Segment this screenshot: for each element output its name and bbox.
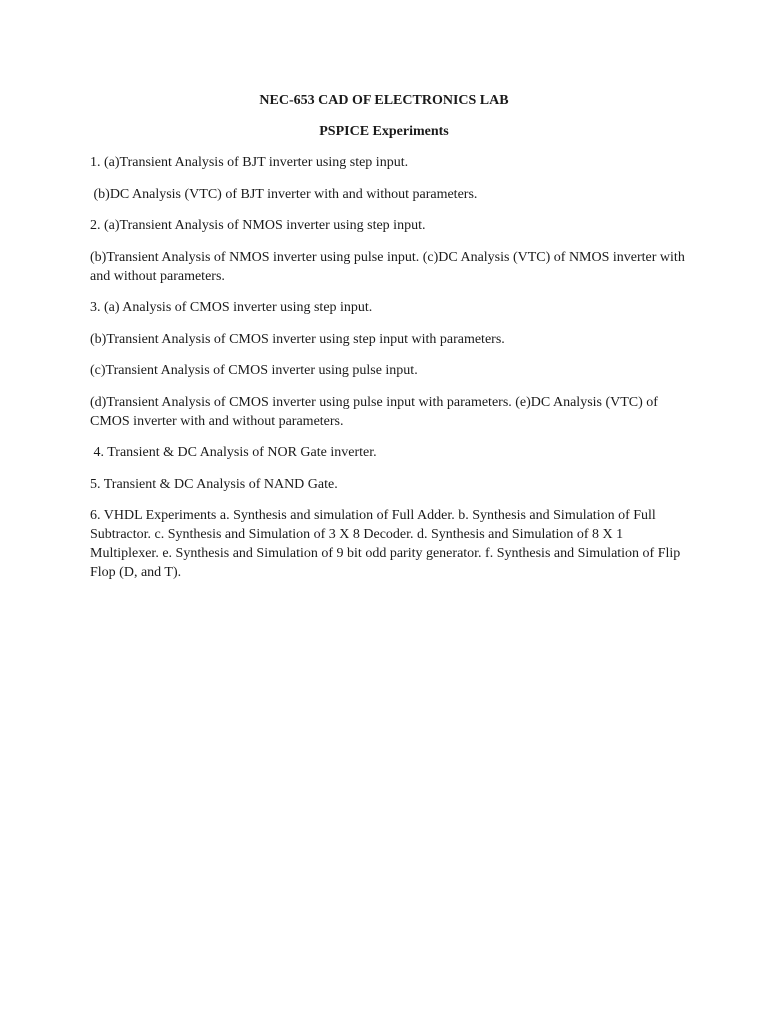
experiment-paragraph: 3. (a) Analysis of CMOS inverter using step input. — [90, 300, 373, 315]
experiment-paragraph: 5. Transient & DC Analysis of NAND Gate. — [90, 476, 338, 492]
experiment-list — [90, 153, 689, 595]
experiment-paragraph: (b)Transient Analysis of NMOS inverter using pulse input. (c)DC Analysis (VTC) of NMOS inverter with and without parameters. — [90, 249, 689, 284]
document-subtitle: PSPICE Experiments — [319, 124, 449, 139]
experiment-paragraph: 4. Transient & DC Analysis of NOR Gate inverter. — [90, 445, 377, 460]
experiment-paragraph: 1. (a)Transient Analysis of BJT inverter using step input. — [90, 155, 409, 170]
experiment-paragraph: (c)Transient Analysis of CMOS inverter using pulse input. — [90, 363, 418, 378]
experiment-paragraph: 6. VHDL Experiments a. Synthesis and simulation of Full Adder. b. Synthesis and Simulation of Full Subtractor. c. Synthesis and Simulation of 3 X 8 Decoder. d. Synthesis and Simulation of 8 X 1 Multiplexer. e. Synthesis and Simulation of 9 bit odd parity generator. f. Synthesis and Simulation of Flip Flop (D, and T). — [90, 508, 684, 580]
experiment-paragraph: (d)Transient Analysis of CMOS inverter using pulse input with parameters. (e)DC Analysis (VTC) of CMOS inverter with and without parameters. — [90, 394, 662, 429]
document-title: NEC-653 CAD OF ELECTRONICS LAB — [259, 93, 509, 108]
experiment-paragraph: 2. (a)Transient Analysis of NMOS inverter using step input. — [90, 218, 426, 233]
experiment-paragraph: (b)Transient Analysis of CMOS inverter using step input with parameters. — [90, 331, 505, 347]
experiment-paragraph: (b)DC Analysis (VTC) of BJT inverter with and without parameters. — [90, 186, 478, 202]
